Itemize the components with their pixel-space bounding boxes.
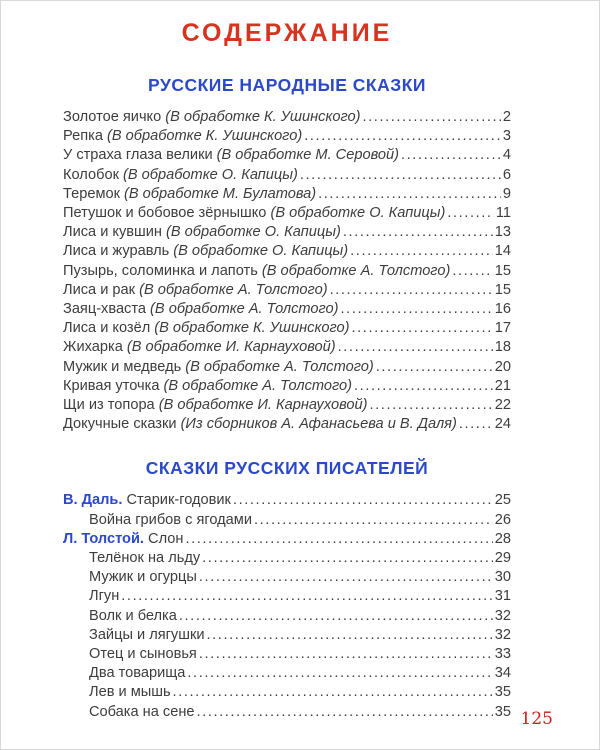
dot-leader (457, 415, 493, 434)
entry-title: Мужик и медведь (63, 358, 182, 375)
entry-note: (В обработке О. Капицы) (169, 243, 349, 260)
contents-title: СОДЕРЖАНИЕ (181, 19, 393, 47)
dot-leader (183, 530, 492, 549)
entry-text (63, 338, 336, 357)
entry-text (63, 491, 231, 510)
dot-leader (185, 664, 492, 683)
toc-entry (63, 338, 511, 357)
entry-page-number: 32 (494, 607, 511, 624)
entry-page-number: 4 (502, 147, 511, 164)
dot-leader (352, 377, 493, 396)
toc-entry (63, 607, 511, 626)
entry-note: (В обработке М. Булатова) (119, 185, 317, 202)
entry-page-number: 16 (494, 301, 511, 318)
entry-title: Кривая уточка (63, 377, 160, 394)
entry-page-number: 6 (502, 166, 511, 183)
entry-page-number: 32 (494, 626, 511, 643)
entry-title: Заяц-хваста (63, 301, 146, 318)
entry-page-number: 35 (494, 684, 511, 701)
dot-leader (336, 338, 493, 357)
entry-text (63, 262, 450, 281)
entry-title: Мужик и огурцы (89, 569, 197, 586)
entry-page-number: 31 (494, 588, 511, 605)
entry-page-number: 22 (494, 397, 511, 414)
toc-entry (63, 549, 511, 568)
toc-entry (63, 645, 511, 664)
toc-section (63, 458, 511, 721)
toc-entry (63, 530, 511, 549)
entry-text (63, 146, 399, 165)
entry-text (63, 223, 341, 242)
dot-leader (374, 358, 493, 377)
dot-leader (367, 396, 492, 415)
section-heading: РУССКИЕ НАРОДНЫЕ СКАЗКИ (148, 75, 426, 95)
entry-note: (В обработке К. Ушинского) (102, 128, 303, 145)
entry-text (63, 415, 457, 434)
entry-title: Слон (148, 530, 184, 547)
entry-text (89, 645, 197, 664)
toc-entry (63, 587, 511, 606)
toc-entry (63, 664, 511, 683)
entry-page-number: 13 (494, 224, 511, 241)
entry-note: (В обработке А. Толстого) (159, 377, 353, 394)
entry-title: Лгун (89, 588, 120, 605)
dot-leader (316, 185, 501, 204)
dot-leader (197, 645, 493, 664)
entry-page-number: 3 (502, 128, 511, 145)
entry-page-number: 17 (494, 320, 511, 337)
entry-title: Два товарища (89, 665, 186, 682)
entry-note: (В обработке К. Ушинского) (161, 109, 361, 125)
entry-page-number: 21 (494, 377, 511, 394)
dot-leader (200, 549, 493, 568)
entry-text (63, 300, 339, 319)
toc-entry (63, 491, 511, 510)
toc-section (63, 75, 511, 434)
entry-page-number: 25 (494, 492, 511, 509)
entry-text (63, 319, 350, 338)
toc-entry (63, 396, 511, 415)
entry-note: (Из сборников А. Афанасьева и В. Даля) (176, 416, 457, 433)
toc-entry (63, 626, 511, 645)
entry-title: Докучные сказки (63, 416, 177, 433)
dot-leader (252, 511, 493, 530)
entry-text (63, 185, 316, 204)
dot-leader (341, 223, 493, 242)
section-heading: СКАЗКИ РУССКИХ ПИСАТЕЛЕЙ (145, 458, 429, 479)
entry-title: Лиса и журавль (63, 243, 170, 260)
dot-leader (445, 204, 494, 223)
entry-text (89, 664, 185, 683)
entry-note: (В обработке О. Капицы) (118, 166, 298, 183)
dot-leader (328, 281, 493, 300)
toc-entry (63, 511, 511, 530)
toc-entry (63, 146, 511, 165)
entry-text (89, 626, 204, 645)
book-page-number: 125 (520, 709, 553, 729)
entry-title: Теремок (63, 185, 120, 202)
entry-title: Щи из топора (63, 397, 155, 414)
entry-note: (В обработке И. Карнауховой) (154, 397, 368, 414)
entry-author: В. Даль. (63, 492, 127, 509)
dot-leader (177, 607, 493, 626)
entry-page-number: 35 (494, 703, 511, 720)
toc-entry (63, 223, 511, 242)
entry-note: (В обработке О. Капицы) (266, 205, 446, 222)
entry-text (63, 377, 352, 396)
toc-sections (63, 75, 511, 722)
entry-title: Лиса и кувшин (63, 224, 162, 241)
entry-note: (В обработке М. Серовой) (212, 147, 399, 164)
entry-page-number: 2 (502, 109, 511, 125)
entry-title: Колобок (63, 166, 119, 183)
entry-note: (В обработке К. Ушинского) (150, 320, 350, 337)
entry-text (89, 549, 200, 568)
entry-title: Волк и белка (89, 607, 177, 624)
toc-entry (63, 262, 511, 281)
entry-page-number: 26 (494, 511, 511, 528)
entry-page-number: 29 (494, 550, 511, 567)
entry-page-number: 28 (494, 530, 511, 547)
entry-title: Пузырь, соломинка и лапоть (63, 262, 258, 279)
entry-page-number: 30 (494, 569, 511, 586)
entry-text (89, 511, 252, 530)
entry-page-number: 15 (494, 262, 511, 279)
dot-leader (171, 683, 493, 702)
entry-page-number: 34 (494, 665, 511, 682)
entry-title: Старик-годовик (126, 492, 231, 509)
entry-text (63, 204, 445, 223)
entry-text (63, 108, 360, 127)
entry-note: (В обработке И. Карнауховой) (122, 339, 336, 356)
entry-text (89, 683, 171, 702)
entry-page-number: 24 (494, 416, 511, 433)
dot-leader (204, 626, 492, 645)
entry-text (63, 396, 367, 415)
entry-title: Лиса и козёл (63, 320, 151, 337)
entry-note: (В обработке А. Толстого) (181, 358, 374, 375)
entry-title: Собака на сене (89, 703, 195, 720)
dot-leader (298, 166, 501, 185)
toc-entry (63, 166, 511, 185)
entry-title: Лиса и рак (63, 281, 136, 298)
dot-leader (360, 108, 500, 127)
toc-entry (63, 415, 511, 434)
entry-page-number: 14 (494, 243, 511, 260)
toc-entry (63, 300, 511, 319)
dot-leader (350, 319, 493, 338)
entry-note: (В обработке А. Толстого) (257, 262, 451, 279)
entry-text (63, 530, 183, 549)
dot-leader (231, 491, 493, 510)
entry-title: Жихарка (63, 339, 123, 356)
entry-text (89, 568, 197, 587)
entry-page-number: 18 (494, 339, 511, 356)
dot-leader (399, 146, 501, 165)
entry-title: Отец и сыновья (89, 646, 197, 663)
entry-note: (В обработке А. Толстого) (146, 301, 339, 318)
toc-entry (63, 683, 511, 702)
dot-leader (339, 300, 493, 319)
toc-entry (63, 358, 511, 377)
toc-entry (63, 108, 511, 127)
dot-leader (197, 568, 493, 587)
entry-author: Л. Толстой. (63, 530, 149, 547)
dot-leader (195, 703, 493, 722)
entry-title: Петушок и бобовое зёрнышко (63, 205, 267, 222)
dot-leader (450, 262, 492, 281)
entry-page-number: 15 (494, 281, 511, 298)
toc-entry (63, 204, 511, 223)
entry-note: (В обработке А. Толстого) (135, 281, 328, 298)
toc-entry (63, 185, 511, 204)
entry-text (63, 242, 348, 261)
entry-text (63, 281, 328, 300)
entry-title: Война грибов с ягодами (89, 511, 252, 528)
toc-entry (63, 281, 511, 300)
entry-text (63, 166, 298, 185)
dot-leader (302, 127, 501, 146)
entry-title: Золотое яичко (63, 109, 162, 125)
entry-page-number: 11 (495, 205, 511, 222)
toc-entry (63, 377, 511, 396)
entry-title: Репка (63, 128, 103, 145)
entry-text (63, 358, 374, 377)
entry-page-number: 9 (502, 185, 511, 202)
entry-text (89, 587, 119, 606)
entry-note: (В обработке О. Капицы) (161, 224, 341, 241)
dot-leader (348, 242, 493, 261)
entry-title: Телёнок на льду (89, 550, 201, 567)
entry-title: Зайцы и лягушки (89, 626, 205, 643)
entry-page-number: 33 (494, 646, 511, 663)
dot-leader (119, 587, 493, 606)
entry-title: Лев и мышь (89, 684, 171, 701)
entry-page-number: 20 (494, 358, 511, 375)
toc-entry (63, 127, 511, 146)
toc-entry (63, 568, 511, 587)
toc-entry (63, 242, 511, 261)
toc-entry (63, 319, 511, 338)
entry-text (89, 703, 195, 722)
entry-text (89, 607, 177, 626)
entry-text (63, 127, 302, 146)
entry-title: У страха глаза велики (63, 147, 213, 164)
toc-entry (63, 703, 511, 722)
